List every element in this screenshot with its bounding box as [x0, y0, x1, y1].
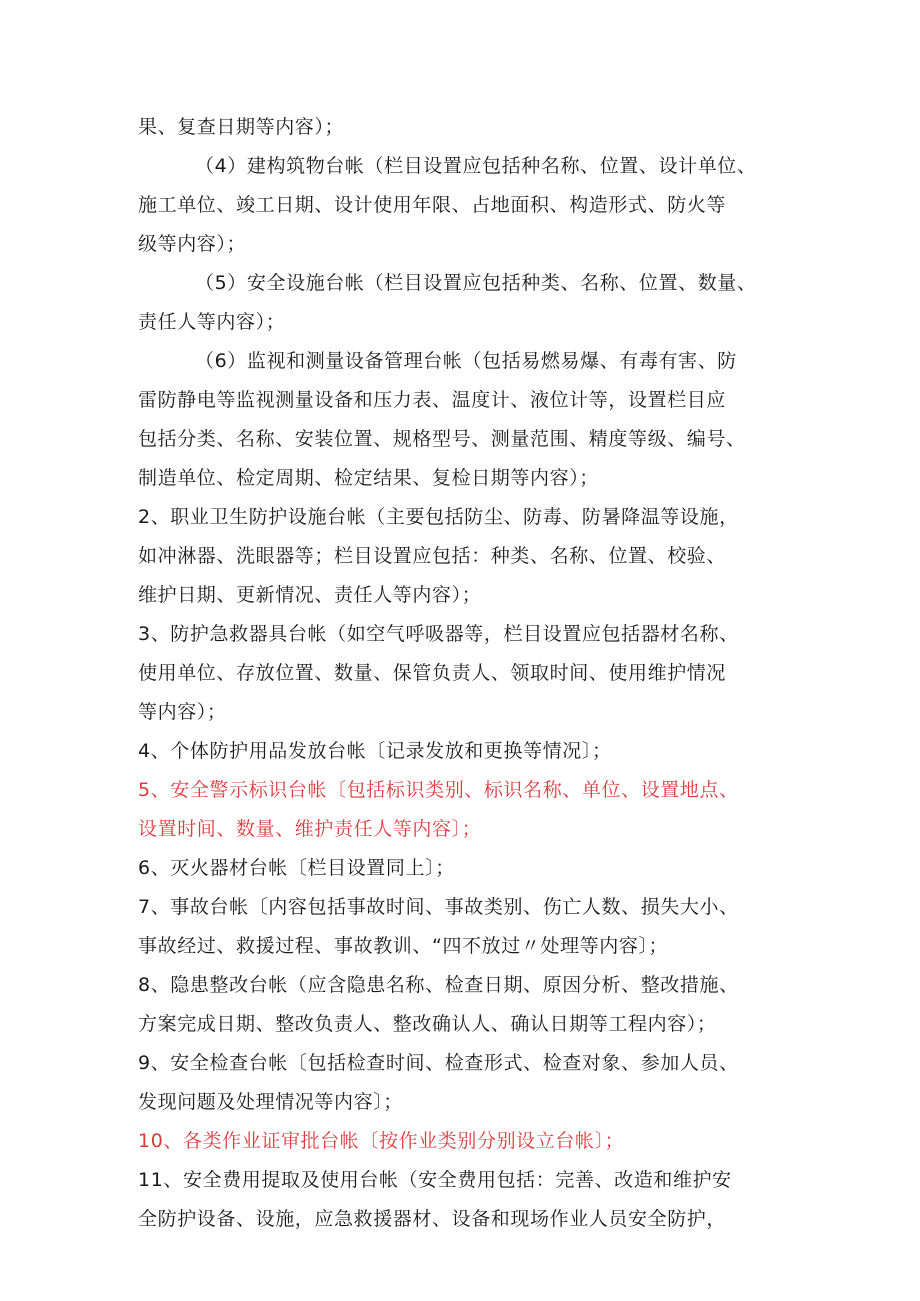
text-line: 施工单位、竣工日期、设计使用年限、占地面积、构造形式、防火等 [138, 194, 727, 216]
text-line: 5、安全警示标识台帐〔包括标识类别、标识名称、单位、设置地点、 [138, 779, 739, 801]
text-line: 方案完成日期、整改负责人、整改确认人、确认日期等工程内容）； [138, 1013, 717, 1035]
text-line: 8、隐患整改台帐（应含隐患名称、检查日期、原因分析、整改措施、 [138, 974, 739, 996]
text-line: 4、个体防护用品发放台帐〔记录发放和更换等情况〕； [138, 740, 612, 762]
text-line: 包括分类、名称、安装位置、规格型号、测量范围、精度等级、编号、 [138, 428, 746, 450]
text-line: （4）建构筑物台帐（栏目设置应包括种名称、位置、设计单位、 [195, 155, 757, 177]
text-line: 3、防护急救器具台帐（如空气呼吸器等，栏目设置应包括器材名称、 [138, 623, 739, 645]
text-line: 9、安全检查台帐〔包括检查时间、检查形式、检查对象、参加人员、 [138, 1052, 739, 1074]
text-line: 设置时间、数量、维护责任人等内容〕； [138, 818, 482, 840]
text-line: 责任人等内容）； [138, 311, 286, 333]
text-line: 使用单位、存放位置、数量、保管负责人、领取时间、使用维护情况 [138, 662, 727, 684]
text-line: 11、安全费用提取及使用台帐（安全费用包括：完善、改造和维护安 [138, 1169, 732, 1191]
text-line: 雷防静电等监视测量设备和压力表、温度计、液位计等，设置栏目应 [138, 389, 727, 411]
text-line: 如冲淋器、洗眼器等；栏目设置应包括：种类、名称、位置、校验、 [138, 545, 727, 567]
text-line: 等内容）； [138, 701, 227, 723]
text-line: （5）安全设施台帐（栏目设置应包括种类、名称、位置、数量、 [195, 272, 757, 294]
text-line: 2、职业卫生防护设施台帐（主要包括防尘、防毒、防暑降温等设施， [138, 506, 739, 528]
text-line: 维护日期、更新情况、责任人等内容）； [138, 584, 482, 606]
text-line: 制造单位、检定周期、检定结果、复检日期等内容）； [138, 467, 599, 489]
text-line: 7、事故台帐〔内容包括事故时间、事故类别、伤亡人数、损失大小、 [138, 896, 739, 918]
text-line: 全防护设备、设施，应急救援器材、设备和现场作业人员安全防护， [138, 1208, 727, 1230]
text-line: 果、复查日期等内容）； [138, 116, 345, 138]
text-line: 6、灭火器材台帐〔栏目设置同上〕； [138, 857, 455, 879]
text-line: 级等内容）； [138, 233, 247, 255]
text-line: 10、各类作业证审批台帐〔按作业类别分别设立台帐〕； [138, 1130, 625, 1152]
text-line: 事故经过、救援过程、事故教训、“四不放过〃处理等内容〕； [138, 935, 669, 957]
text-line: （6）监视和测量设备管理台帐（包括易燃易爆、有毒有害、防 [195, 350, 737, 372]
document-body [138, 108, 798, 1239]
text-line: 发现问题及处理情况等内容〕； [138, 1091, 403, 1113]
